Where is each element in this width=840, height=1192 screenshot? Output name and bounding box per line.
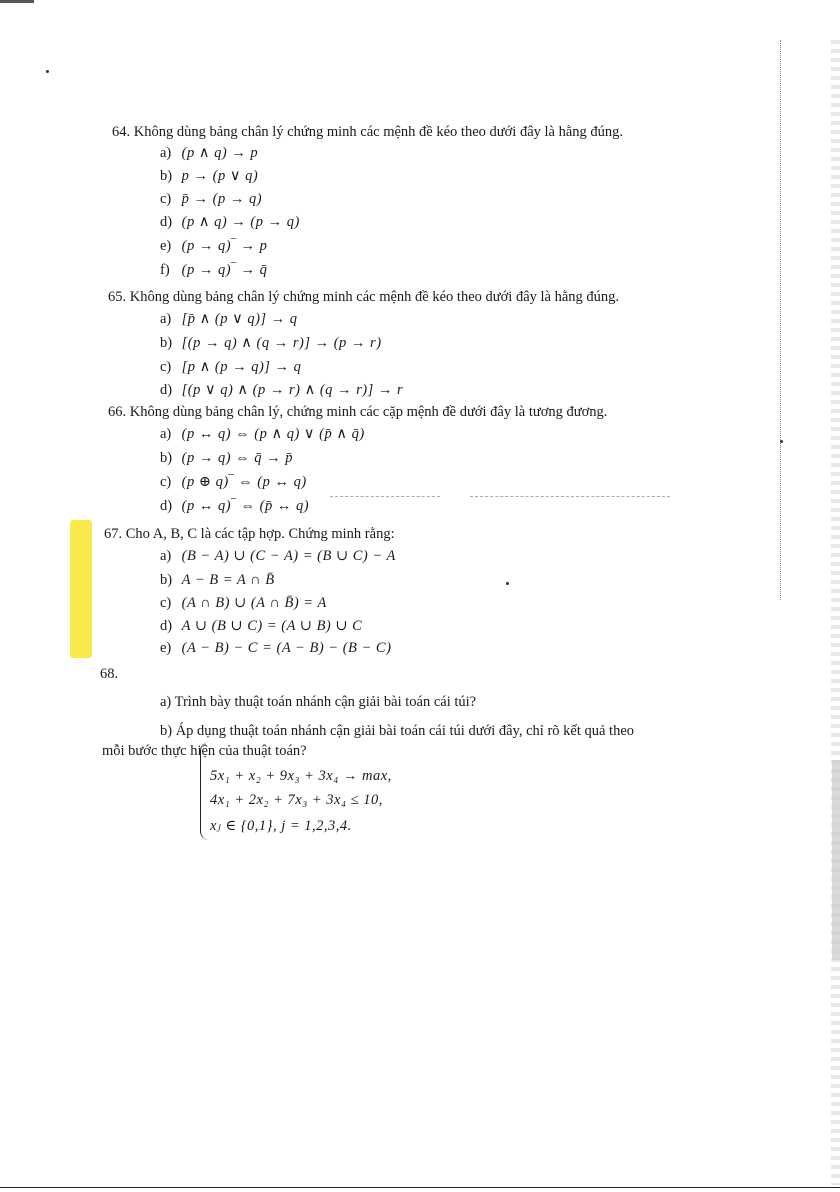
formula: p̄ → (p → q) <box>181 191 263 207</box>
p66-item-b <box>160 448 293 468</box>
scan-dashes <box>470 496 670 498</box>
formula: (p → q)‾ → q̄ <box>181 262 268 278</box>
problem-68-number: 68. <box>100 666 119 682</box>
formula: (p → q)‾ → p <box>181 238 268 254</box>
p64-item-d <box>160 212 300 232</box>
formula: [p̄ ∧ (p ∨ q)] → q <box>181 311 298 327</box>
p65-item-c <box>160 357 301 377</box>
p66-item-c <box>160 472 307 492</box>
formula: [(p → q) ∧ (q → r)] → (p → r) <box>181 335 382 351</box>
problem-68-part-b-line1: b) Áp dụng thuật toán nhánh cận giải bài toán cái túi dưới đây, chỉ rõ kết quả theo <box>160 723 635 739</box>
p65-item-d <box>160 380 403 400</box>
problem-65-title: 65. Không dùng bảng chân lý chứng minh các mệnh đề kéo theo dưới đây là hằng đúng. <box>108 289 620 305</box>
formula: A − B = A ∩ B̄ <box>181 572 275 588</box>
scan-bottom-line <box>0 1187 840 1188</box>
formula: A ∪ (B ∪ C) = (A ∪ B) ∪ C <box>181 618 363 634</box>
formula: (p ↔ q)‾ ⇔ (p̄ ↔ q) <box>181 498 310 514</box>
item-label: b) <box>160 335 173 351</box>
p67-item-c <box>160 593 327 613</box>
formula: p → (p ∨ q) <box>181 168 259 184</box>
problem-68-part-a: a) Trình bày thuật toán nhánh cận giải bài toán cái túi? <box>160 694 477 710</box>
scan-dotted-line <box>780 40 782 600</box>
item-label: b) <box>160 168 173 184</box>
item-label: b) <box>160 450 173 466</box>
item-label: d) <box>160 498 173 514</box>
item-label: d) <box>160 382 173 398</box>
highlighter-mark <box>70 520 92 658</box>
problem-67-title: 67. Cho A, B, C là các tập hợp. Chứng minh rằng: <box>104 526 395 542</box>
formula: (p ⊕ q)‾ ⇔ (p ↔ q) <box>181 474 307 490</box>
item-label: c) <box>160 595 172 611</box>
formula: (p ∧ q) → p <box>181 145 259 161</box>
p64-item-f <box>160 260 267 280</box>
p64-item-e <box>160 236 267 256</box>
problem-66-title: 66. Không dùng bảng chân lý, chứng minh các cặp mệnh đề dưới đây là tương đương. <box>108 404 608 420</box>
p64-item-b <box>160 166 258 186</box>
formula: (p ∧ q) → (p → q) <box>181 214 300 230</box>
p66-item-a <box>160 424 365 444</box>
formula: (p → q) ⇔ q̄ → p̄ <box>181 450 294 466</box>
item-label: a) <box>160 426 172 442</box>
item-label: f) <box>160 262 170 278</box>
formula: (A − B) − C = (A − B) − (B − C) <box>181 640 392 656</box>
scan-speck <box>46 70 49 73</box>
scan-mark-top <box>0 0 34 3</box>
item-label: c) <box>160 359 172 375</box>
p67-item-a <box>160 546 396 566</box>
item-label: c) <box>160 191 172 207</box>
item-label: a) <box>160 548 172 564</box>
formula: (B − A) ∪ (C − A) = (B ∪ C) − A <box>181 548 396 564</box>
p65-item-b <box>160 333 382 353</box>
system-domain: xⱼ ∈ {0,1}, j = 1,2,3,4. <box>210 818 352 834</box>
scan-dashes <box>330 496 440 498</box>
item-label: d) <box>160 214 173 230</box>
p66-item-d <box>160 496 309 516</box>
item-label: e) <box>160 640 172 656</box>
p67-item-b <box>160 570 275 590</box>
p67-item-e <box>160 638 391 658</box>
p67-item-d <box>160 616 362 636</box>
scan-right-edge <box>831 40 840 1185</box>
problem-68-part-b-line2: mỗi bước thực hiện của thuật toán? <box>102 743 307 759</box>
system-objective: 5x₁ + x₂ + 9x₃ + 3x₄ → max, <box>210 768 392 784</box>
item-label: d) <box>160 618 173 634</box>
p65-item-a <box>160 309 298 329</box>
problem-64-title: 64. Không dùng bảng chân lý chứng minh các mệnh đề kéo theo dưới đây là hằng đúng. <box>112 124 624 140</box>
item-label: a) <box>160 145 172 161</box>
scan-speck <box>506 582 509 585</box>
item-label: e) <box>160 238 172 254</box>
formula: (A ∩ B) ∪ (A ∩ B̄) = A <box>181 595 327 611</box>
item-label: b) <box>160 572 173 588</box>
scan-noise-strip <box>832 760 840 960</box>
item-label: c) <box>160 474 172 490</box>
system-constraint: 4x₁ + 2x₂ + 7x₃ + 3x₄ ≤ 10, <box>210 792 383 808</box>
p64-item-a <box>160 143 258 163</box>
formula: [p ∧ (p → q)] → q <box>181 359 302 375</box>
formula: [(p ∨ q) ∧ (p → r) ∧ (q → r)] → r <box>181 382 404 398</box>
formula: (p ↔ q) ⇔ (p ∧ q) ∨ (p̄ ∧ q̄) <box>181 426 365 442</box>
p64-item-c <box>160 189 262 209</box>
scan-speck <box>780 440 783 443</box>
item-label: a) <box>160 311 172 327</box>
